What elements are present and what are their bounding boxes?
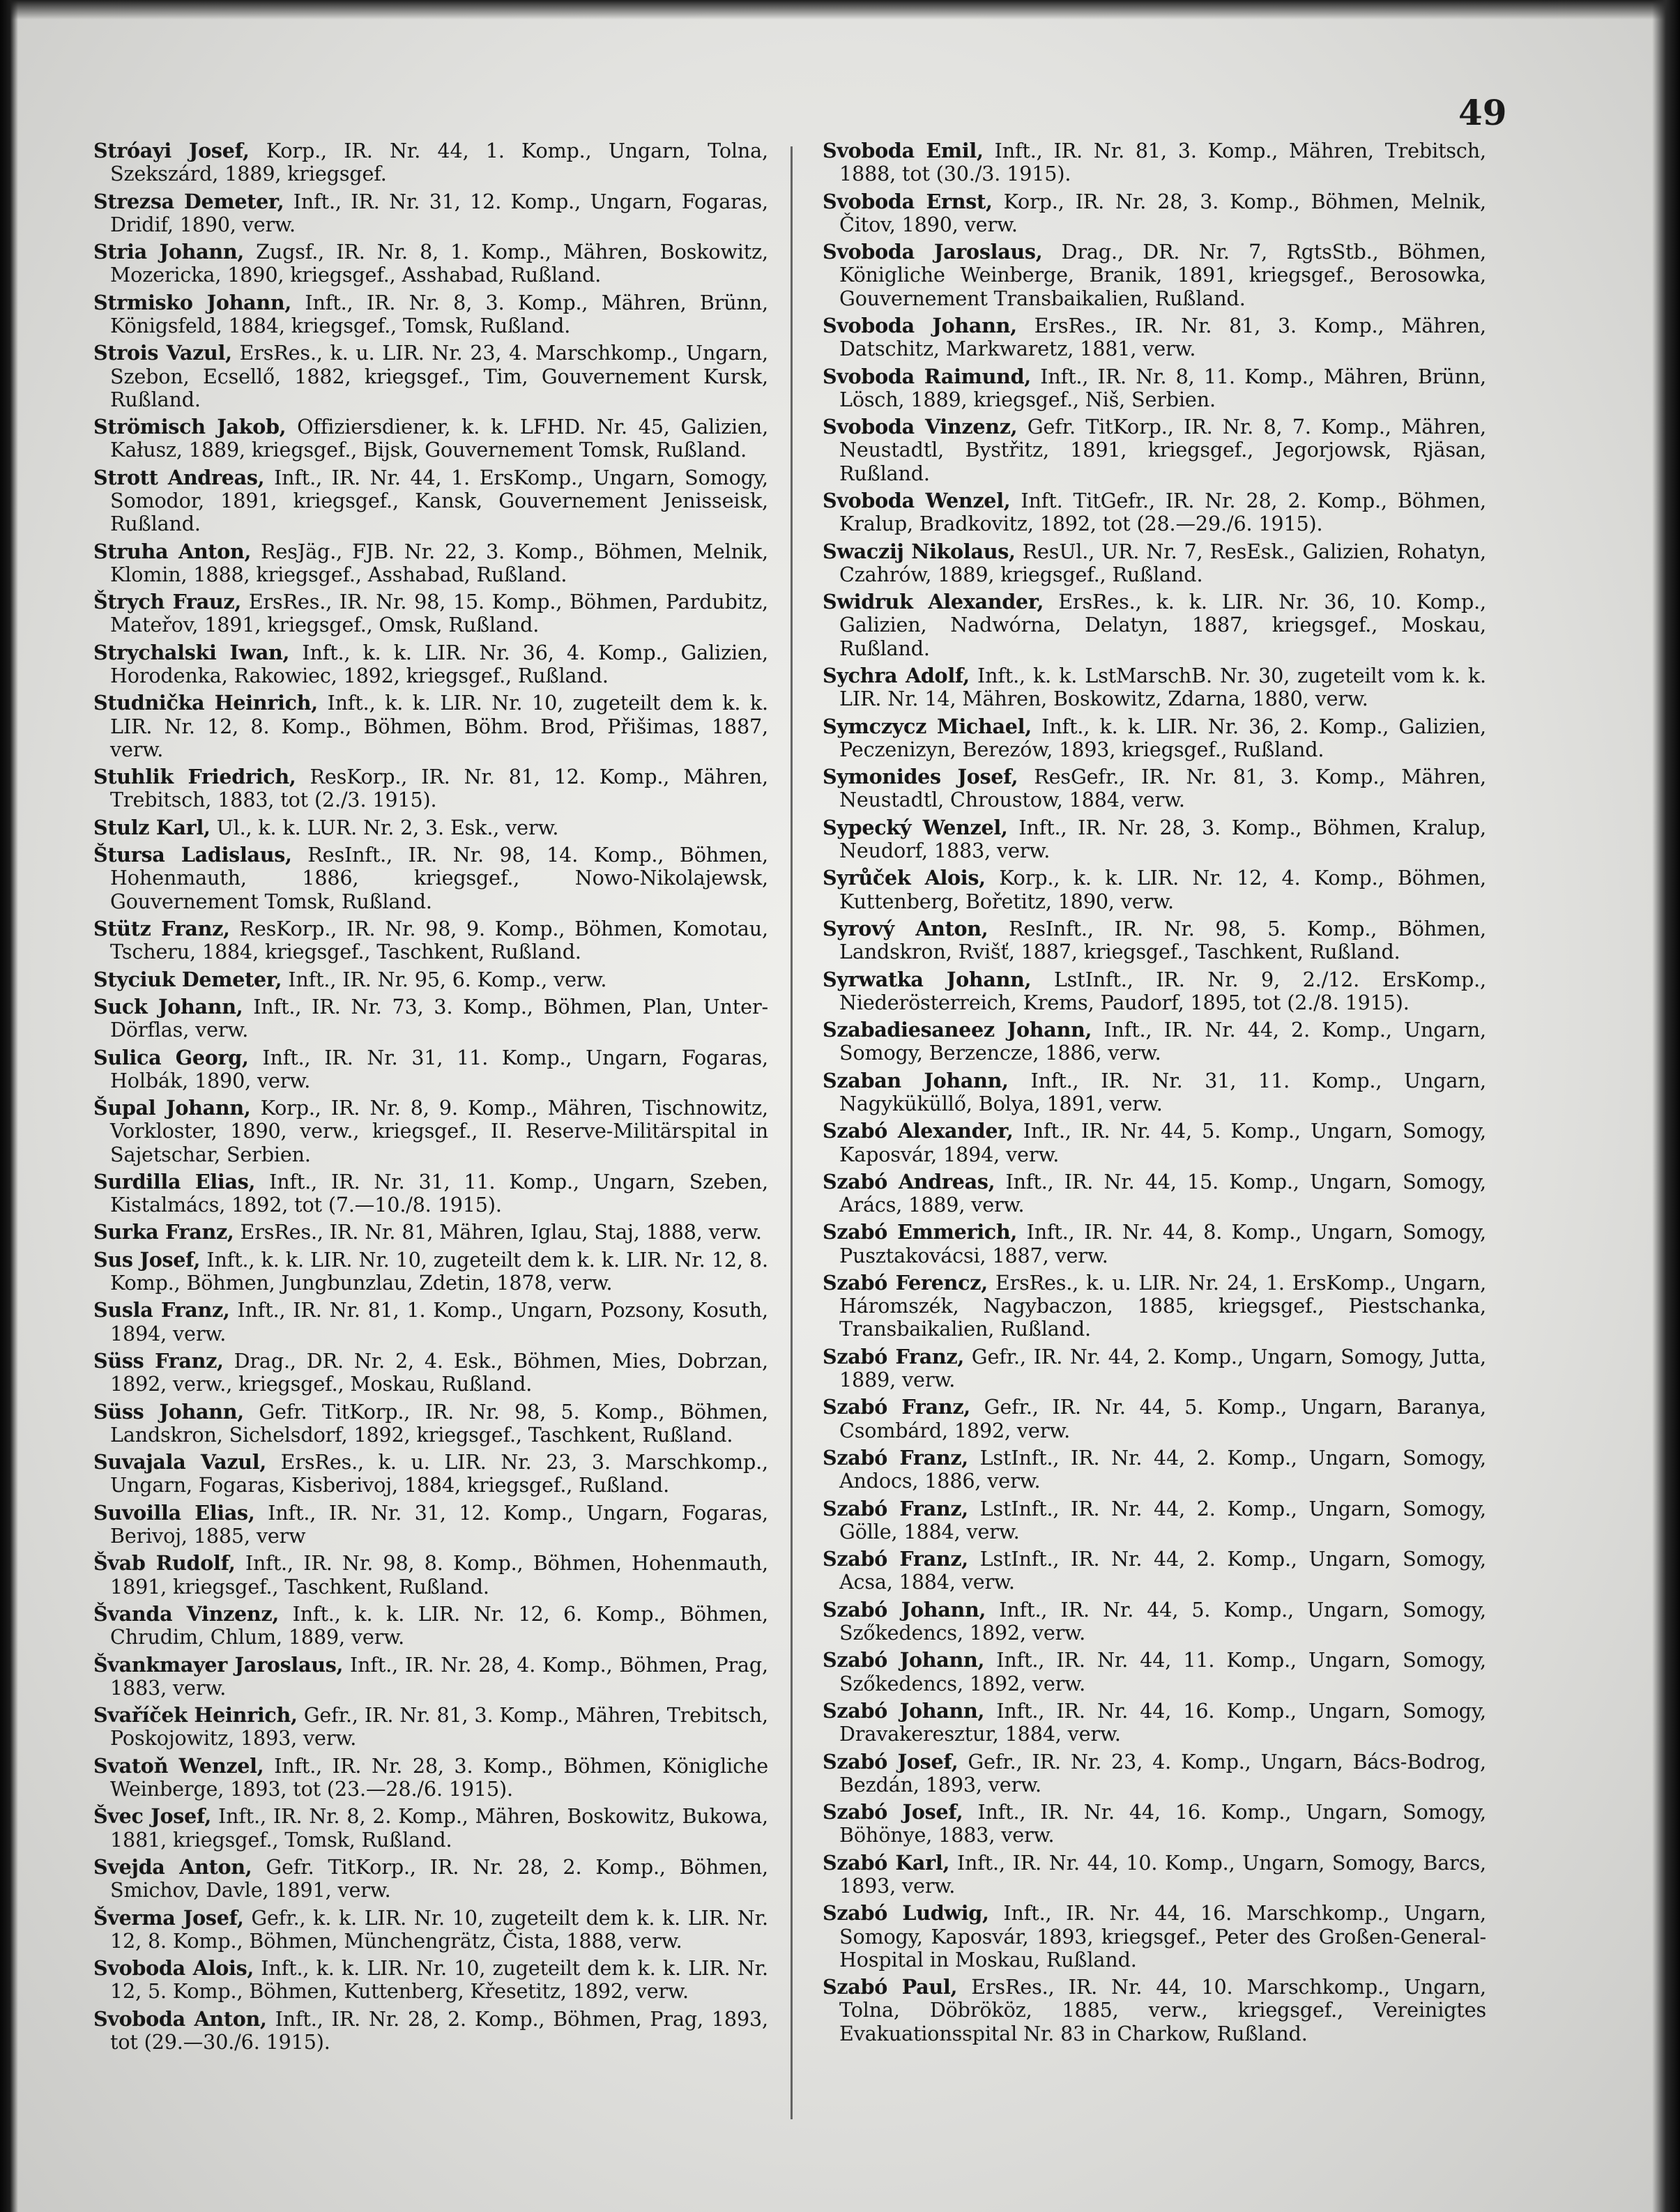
entry-name: Sulica Georg,: [93, 1045, 249, 1069]
entry-name: Styciuk Demeter,: [93, 967, 282, 991]
entry-details: ErsRes., IR. Nr. 81, 3. Komp., Mähren, Datschitz, Markwaretz, 1881, verw.: [839, 313, 1486, 361]
list-entry: [93, 1907, 768, 1953]
list-entry: [823, 1345, 1486, 1391]
entry-details: ResKorp., IR. Nr. 81, 12. Komp., Mähren, Trebitsch, 1883, tot (2./3. 1915).: [110, 765, 768, 812]
list-entry: [93, 641, 768, 687]
entry-details: ResInft., IR. Nr. 98, 14. Komp., Böhmen, Hohenmauth, 1886, kriegsgef., Nowo-Nikolajewsk, Gouvernement Tomsk, Rußland.: [110, 843, 768, 913]
entry-name: Šverma Josef,: [93, 1905, 244, 1930]
entry-name: Szabó Franz,: [823, 1395, 970, 1419]
entry-details: Gefr. TitKorp., IR. Nr. 98, 5. Komp., Böhmen, Landskron, Sichelsdorf, 1892, kriegsgef., Taschkent, Rußland.: [110, 1399, 768, 1447]
entry-name: Süss Johann,: [93, 1399, 244, 1424]
list-entry: [93, 765, 768, 811]
entry-name: Svaříček Heinrich,: [93, 1703, 298, 1727]
list-entry: [823, 1272, 1486, 1341]
entry-details: Gefr., IR. Nr. 44, 2. Komp., Ungarn, Somogy, Jutta, 1889, verw.: [839, 1344, 1486, 1392]
entry-name: Szabó Franz,: [823, 1446, 968, 1470]
entry-details: Inft., IR. Nr. 31, 12. Komp., Ungarn, Fogaras, Dridif, 1890, verw.: [110, 189, 768, 236]
list-entry: [823, 190, 1486, 236]
entry-name: Stütz Franz,: [93, 916, 230, 940]
entry-name: Štursa Ladislaus,: [93, 843, 292, 867]
entry-details: Inft., IR. Nr. 44, 10. Komp., Ungarn, Somogy, Barcs, 1893, verw.: [839, 1850, 1486, 1898]
list-entry: [93, 1805, 768, 1851]
list-entry: [93, 1350, 768, 1396]
entry-details: Inft., k. k. LstMarschB. Nr. 30, zugeteilt vom k. k. LIR. Nr. 14, Mähren, Boskowitz, Zdarna, 1880, verw.: [839, 663, 1486, 711]
list-entry: [93, 241, 768, 287]
entry-name: Surka Franz,: [93, 1220, 234, 1244]
entry-details: Inft., IR. Nr. 31, 12. Komp., Ungarn, Fogaras, Berivoj, 1885, verw: [110, 1500, 768, 1548]
list-entry: [93, 1046, 768, 1092]
list-entry: [823, 139, 1486, 185]
list-entry: [823, 1700, 1486, 1746]
list-entry: [823, 540, 1486, 586]
list-entry: [823, 968, 1486, 1014]
entry-name: Szabó Karl,: [823, 1850, 950, 1875]
entry-details: Gefr. TitKorp., IR. Nr. 28, 2. Komp., Böhmen, Smichov, Davle, 1891, verw.: [110, 1855, 768, 1902]
entry-details: Inft., IR. Nr. 44, 5. Komp., Ungarn, Somogy, Szőkedencs, 1892, verw.: [839, 1597, 1486, 1645]
list-entry: [93, 917, 768, 963]
entry-name: Stulz Karl,: [93, 815, 211, 839]
entry-name: Struha Anton,: [93, 539, 252, 563]
entry-name: Sypecký Wenzel,: [823, 815, 1008, 839]
entry-details: ResInft., IR. Nr. 98, 5. Komp., Böhmen, Landskron, Rvišť, 1887, kriegsgef., Taschkent, Rußland.: [839, 916, 1486, 964]
entry-name: Surdilla Elias,: [93, 1169, 256, 1193]
entry-name: Švankmayer Jaroslaus,: [93, 1652, 344, 1677]
entry-details: Inft., k. k. LIR. Nr. 10, zugeteilt dem k. k. LIR. Nr. 12, 8. Komp., Böhmen, Jungbunzlau, Zdetin, 1878, verw.: [110, 1247, 768, 1295]
list-entry: [823, 1069, 1486, 1115]
list-entry: [93, 1221, 768, 1244]
entry-name: Svoboda Vinzenz,: [823, 415, 1018, 439]
entry-details: ErsRes., k. k. LIR. Nr. 36, 10. Komp., Galizien, Nadwórna, Delatyn, 1887, kriegsgef., Moskau, Rußland.: [839, 590, 1486, 660]
entry-details: Inft., IR. Nr. 44, 16. Marschkomp., Ungarn, Somogy, Kaposvár, 1893, kriegsgef., Peter des Großen-General-Hospital in Moskau, Rußland.: [839, 1901, 1486, 1971]
entry-name: Stria Johann,: [93, 240, 244, 264]
entry-name: Švanda Vinzenz,: [93, 1602, 279, 1626]
entry-details: LstInft., IR. Nr. 44, 2. Komp., Ungarn, Somogy, Gölle, 1884, verw.: [839, 1496, 1486, 1543]
entry-name: Syrový Anton,: [823, 916, 988, 940]
list-entry: [93, 1299, 768, 1345]
entry-details: ErsRes., k. u. LIR. Nr. 24, 1. ErsKomp., Ungarn, Háromszék, Nagybaczon, 1885, kriegsgef., Piestschanka, Transbaikalien, Rußland.: [839, 1271, 1486, 1341]
entry-name: Syrůček Alois,: [823, 866, 986, 890]
entry-details: Inft., IR. Nr. 44, 16. Komp., Ungarn, Somogy, Böhönye, 1883, verw.: [839, 1800, 1486, 1847]
entry-details: Inft., IR. Nr. 31, 11. Komp., Ungarn, Nagyküküllő, Bolya, 1891, verw.: [839, 1068, 1486, 1115]
entry-name: Szabó Franz,: [823, 1344, 965, 1368]
list-entry: [823, 365, 1486, 411]
entry-details: Drag., DR. Nr. 7, RgtsStb., Böhmen, Königliche Weinberge, Branik, 1891, kriegsgef., Berosowka, Gouvernement Transbaikalien, Rußland.: [839, 240, 1486, 310]
entry-details: Inft., k. k. LIR. Nr. 10, zugeteilt dem k. k. LIR. Nr. 12, 5. Komp., Böhmen, Kuttenberg, Křesetitz, 1892, verw.: [110, 1956, 768, 2004]
list-entry: [823, 1120, 1486, 1166]
entry-name: Strois Vazul,: [93, 341, 232, 365]
entry-details: Inft., IR. Nr. 28, 3. Komp., Böhmen, Kralup, Neudorf, 1883, verw.: [839, 815, 1486, 862]
list-entry: [93, 1704, 768, 1750]
entry-details: Inft., k. k. LIR. Nr. 36, 2. Komp., Galizien, Peczenizyn, Berezów, 1893, kriegsgef., Rußland.: [839, 714, 1486, 761]
entry-name: Szabó Alexander,: [823, 1119, 1014, 1143]
list-entry: [823, 1599, 1486, 1645]
entry-name: Szabó Johann,: [823, 1648, 985, 1672]
entry-details: Korp., IR. Nr. 44, 1. Komp., Ungarn, Tolna, Szekszárd, 1889, kriegsgef.: [110, 139, 768, 186]
list-entry: [823, 1447, 1486, 1493]
entry-details: ErsRes., k. u. LIR. Nr. 23, 3. Marschkomp., Ungarn, Fogaras, Kisberivoj, 1884, kriegsgef., Rußland.: [110, 1450, 768, 1497]
entry-name: Szabó Josef,: [823, 1749, 959, 1774]
list-entry: [823, 867, 1486, 913]
entry-details: Inft., k. k. LIR. Nr. 10, zugeteilt dem k. k. LIR. Nr. 12, 8. Komp., Böhmen, Böhm. Brod, Přišimas, 1887, verw.: [110, 691, 768, 761]
list-entry: [823, 1548, 1486, 1594]
entry-details: Inft., IR. Nr. 44, 2. Komp., Ungarn, Somogy, Berzencze, 1886, verw.: [839, 1018, 1486, 1065]
scan-edge-left: [0, 0, 18, 2212]
entry-details: Inft., IR. Nr. 28, 3. Komp., Böhmen, Königliche Weinberge, 1893, tot (23.—28./6. 1915).: [110, 1753, 768, 1801]
list-entry: [93, 1097, 768, 1166]
entry-name: Symczycz Michael,: [823, 714, 1032, 738]
entry-name: Štrych Frauz,: [93, 590, 242, 614]
entry-name: Swidruk Alexander,: [823, 590, 1044, 614]
entry-name: Szabó Paul,: [823, 1975, 958, 1999]
entry-details: Ul., k. k. LUR. Nr. 2, 3. Esk., verw.: [216, 815, 559, 839]
entry-details: Inft., IR. Nr. 44, 1. ErsKomp., Ungarn, Somogy, Somodor, 1891, kriegsgef., Kansk, Gouvernement Jenisseisk, Rußland.: [110, 465, 768, 536]
entry-details: Inft., IR. Nr. 44, 5. Komp., Ungarn, Somogy, Kaposvár, 1894, verw.: [839, 1119, 1486, 1166]
list-entry: [93, 1552, 768, 1598]
entry-details: ResUl., UR. Nr. 7, ResEsk., Galizien, Rohatyn, Czahrów, 1889, kriegsgef., Rußland.: [839, 539, 1486, 586]
entry-name: Suck Johann,: [93, 994, 243, 1019]
list-entry: [823, 415, 1486, 485]
list-entry: [93, 1451, 768, 1497]
list-entry: [823, 1221, 1486, 1267]
list-entry: [93, 1170, 768, 1216]
entry-name: Sus Josef,: [93, 1247, 201, 1272]
entry-details: Zugsf., IR. Nr. 8, 1. Komp., Mähren, Boskowitz, Mozericka, 1890, kriegsgef., Asshabad, Rußland.: [110, 240, 768, 287]
entry-details: Gefr. TitKorp., IR. Nr. 8, 7. Komp., Mähren, Neustadtl, Bystřitz, 1891, kriegsgef., Jegorjowsk, Rjäsan, Rußland.: [839, 415, 1486, 485]
list-entry: [823, 241, 1486, 310]
entry-name: Svoboda Emil,: [823, 139, 984, 162]
entry-details: Inft., IR. Nr. 8, 3. Komp., Mähren, Brünn, Königsfeld, 1884, kriegsgef., Tomsk, Rußland.: [110, 290, 768, 337]
entry-name: Svoboda Johann,: [823, 313, 1017, 337]
list-entry: [93, 1249, 768, 1295]
entry-name: Strmisko Johann,: [93, 290, 292, 314]
entry-details: ErsRes., k. u. LIR. Nr. 23, 4. Marschkomp., Ungarn, Szebon, Ecsellő, 1882, kriegsgef., Tim, Gouvernement Kursk, Rußland.: [110, 341, 768, 411]
entry-name: Sychra Adolf,: [823, 663, 970, 687]
entry-name: Svoboda Jaroslaus,: [823, 240, 1043, 264]
entry-name: Svoboda Ernst,: [823, 189, 993, 213]
entry-name: Suvoilla Elias,: [93, 1500, 255, 1525]
list-entry: [823, 1976, 1486, 2045]
entry-name: Stuhlik Friedrich,: [93, 765, 296, 789]
entry-details: Korp., IR. Nr. 8, 9. Komp., Mähren, Tischnowitz, Vorkloster, 1890, verw., kriegsgef., II. Reserve-Militärspital in Sajetschar, Serbien.: [110, 1096, 768, 1166]
scan-edge-right: [1652, 0, 1680, 2212]
entry-details: ErsRes., IR. Nr. 98, 15. Komp., Böhmen, Pardubitz, Mateřov, 1891, kriegsgef., Omsk, Rußland.: [110, 590, 768, 637]
entry-name: Szaban Johann,: [823, 1068, 1009, 1092]
list-entry: [823, 590, 1486, 660]
list-entry: [823, 1497, 1486, 1543]
list-entry: [93, 1502, 768, 1548]
entry-details: Inft., IR. Nr. 31, 11. Komp., Ungarn, Szeben, Kistalmács, 1892, tot (7.—10./8. 1915).: [110, 1169, 768, 1217]
list-entry: [93, 1856, 768, 1902]
entry-details: Inft., k. k. LIR. Nr. 12, 6. Komp., Böhmen, Chrudim, Chlum, 1889, verw.: [110, 1602, 768, 1649]
entry-name: Süss Franz,: [93, 1349, 224, 1373]
list-entry: [823, 1852, 1486, 1898]
list-entry: [93, 816, 768, 839]
entry-name: Susla Franz,: [93, 1298, 230, 1322]
list-entry: [93, 1755, 768, 1801]
list-entry: [93, 540, 768, 586]
list-entry: [93, 1401, 768, 1447]
list-entry: [93, 139, 768, 185]
entry-details: Inft., IR. Nr. 8, 11. Komp., Mähren, Brünn, Lösch, 1889, kriegsgef., Niš, Serbien.: [839, 364, 1486, 411]
entry-details: Inft., IR. Nr. 28, 2. Komp., Böhmen, Prag, 1893, tot (29.—30./6. 1915).: [110, 2006, 768, 2054]
list-entry: [823, 715, 1486, 761]
entry-name: Šupal Johann,: [93, 1096, 251, 1120]
entry-name: Švab Rudolf,: [93, 1551, 236, 1576]
right-column: [823, 139, 1486, 2140]
entry-name: Studnička Heinrich,: [93, 691, 318, 715]
list-entry: [93, 996, 768, 1042]
entry-details: Inft. TitGefr., IR. Nr. 28, 2. Komp., Böhmen, Kralup, Bradkovitz, 1892, tot (28.—29./6. 1915).: [839, 488, 1486, 536]
entry-name: Svoboda Wenzel,: [823, 488, 1011, 512]
entry-details: LstInft., IR. Nr. 9, 2./12. ErsKomp., Niederösterreich, Krems, Paudorf, 1895, tot (2./8. 1915).: [839, 967, 1486, 1014]
entry-name: Strezsa Demeter,: [93, 189, 284, 213]
entry-name: Szabó Andreas,: [823, 1169, 995, 1193]
entry-details: Inft., IR. Nr. 28, 4. Komp., Böhmen, Prag, 1883, verw.: [110, 1652, 768, 1700]
list-entry: [823, 314, 1486, 360]
page-number: 49: [1458, 92, 1507, 133]
entry-details: Inft., IR. Nr. 44, 16. Komp., Ungarn, Somogy, Dravakeresztur, 1884, verw.: [839, 1699, 1486, 1746]
list-entry: [823, 1801, 1486, 1847]
entry-details: Inft., IR. Nr. 81, 3. Komp., Mähren, Trebitsch, 1888, tot (30./3. 1915).: [839, 139, 1486, 186]
list-entry: [823, 489, 1486, 535]
entry-name: Svejda Anton,: [93, 1855, 252, 1879]
list-entry: [823, 917, 1486, 963]
left-column: [93, 139, 768, 2140]
entry-details: Korp., IR. Nr. 28, 3. Komp., Böhmen, Melnik, Čitov, 1890, verw.: [839, 189, 1486, 236]
entry-name: Svoboda Anton,: [93, 2006, 267, 2031]
entry-details: Gefr., IR. Nr. 23, 4. Komp., Ungarn, Bács-Bodrog, Bezdán, 1893, verw.: [839, 1749, 1486, 1797]
list-entry: [93, 2008, 768, 2054]
list-entry: [823, 765, 1486, 811]
entry-name: Svatoň Wenzel,: [93, 1753, 264, 1778]
entry-name: Szabó Ferencz,: [823, 1271, 988, 1295]
entry-details: ErsRes., IR. Nr. 44, 10. Marschkomp., Ungarn, Tolna, Döbrököz, 1885, verw., kriegsgef., Vereinigtes Evakuationsspital Nr. 83 in Charkow, Rußland.: [839, 1975, 1486, 2045]
list-entry: [823, 1750, 1486, 1797]
entry-name: Suvajala Vazul,: [93, 1450, 266, 1474]
list-entry: [823, 1396, 1486, 1442]
entry-name: Szabadiesaneez Johann,: [823, 1018, 1092, 1042]
entry-details: LstInft., IR. Nr. 44, 2. Komp., Ungarn, Somogy, Acsa, 1884, verw.: [839, 1547, 1486, 1594]
entry-name: Szabó Emmerich,: [823, 1220, 1018, 1244]
entry-name: Szabó Johann,: [823, 1597, 986, 1622]
entry-name: Svoboda Raimund,: [823, 364, 1031, 388]
list-entry: [93, 1957, 768, 2003]
entry-details: ResJäg., FJB. Nr. 22, 3. Komp., Böhmen, Melnik, Klomin, 1888, kriegsgef., Asshabad, Rußland.: [110, 539, 768, 586]
entry-name: Szabó Josef,: [823, 1800, 963, 1824]
entry-details: Inft., IR. Nr. 73, 3. Komp., Böhmen, Plan, Unter-Dörflas, verw.: [110, 994, 768, 1042]
entry-details: Inft., IR. Nr. 95, 6. Komp., verw.: [288, 967, 607, 991]
entry-name: Svoboda Alois,: [93, 1956, 254, 1981]
entry-details: ResKorp., IR. Nr. 98, 9. Komp., Böhmen, Komotau, Tscheru, 1884, kriegsgef., Taschkent, Rußland.: [110, 916, 768, 964]
list-entry: [823, 816, 1486, 862]
entry-name: Strott Andreas,: [93, 465, 265, 489]
entry-details: Inft., IR. Nr. 44, 8. Komp., Ungarn, Somogy, Pusztakovácsi, 1887, verw.: [839, 1220, 1486, 1267]
scan-edge-top: [0, 0, 1680, 20]
list-entry: [823, 1649, 1486, 1695]
entry-name: Szabó Franz,: [823, 1547, 968, 1571]
entry-details: Inft., IR. Nr. 44, 11. Komp., Ungarn, Somogy, Szőkedencs, 1892, verw.: [839, 1648, 1486, 1695]
entry-name: Stróayi Josef,: [93, 139, 250, 162]
entry-details: Inft., IR. Nr. 98, 8. Komp., Böhmen, Hohenmauth, 1891, kriegsgef., Taschkent, Rußland.: [110, 1551, 768, 1599]
entry-details: Drag., DR. Nr. 2, 4. Esk., Böhmen, Mies, Dobrzan, 1892, verw., kriegsgef., Moskau, Rußland.: [110, 1349, 768, 1396]
column-divider: [791, 146, 793, 2119]
list-entry: [93, 1603, 768, 1649]
entry-name: Swaczij Nikolaus,: [823, 539, 1016, 563]
entry-details: Inft., IR. Nr. 81, 1. Komp., Ungarn, Pozsony, Kosuth, 1894, verw.: [110, 1298, 768, 1345]
entry-name: Symonides Josef,: [823, 765, 1018, 789]
entry-name: Szabó Ludwig,: [823, 1901, 989, 1925]
entry-name: Szabó Johann,: [823, 1699, 985, 1723]
list-entry: [93, 342, 768, 411]
entry-name: Švec Josef,: [93, 1804, 212, 1829]
list-entry: [93, 692, 768, 761]
entry-details: Inft., IR. Nr. 44, 15. Komp., Ungarn, Somogy, Arács, 1889, verw.: [839, 1169, 1486, 1217]
list-entry: [823, 1019, 1486, 1065]
entry-name: Strömisch Jakob,: [93, 415, 287, 439]
list-entry: [823, 1170, 1486, 1216]
list-entry: [93, 291, 768, 337]
list-entry: [93, 590, 768, 636]
entry-details: ErsRes., IR. Nr. 81, Mähren, Iglau, Staj, 1888, verw.: [240, 1220, 762, 1244]
list-entry: [823, 1902, 1486, 1971]
entry-details: Inft., k. k. LIR. Nr. 36, 4. Komp., Galizien, Horodenka, Rakowiec, 1892, kriegsgef., Rußland.: [110, 640, 768, 687]
entry-details: Inft., IR. Nr. 8, 2. Komp., Mähren, Boskowitz, Bukowa, 1881, kriegsgef., Tomsk, Rußland.: [110, 1804, 768, 1852]
entry-details: Gefr., k. k. LIR. Nr. 10, zugeteilt dem k. k. LIR. Nr. 12, 8. Komp., Böhmen, Münchengrätz, Čista, 1888, verw.: [110, 1905, 768, 1953]
list-entry: [93, 844, 768, 913]
entry-details: LstInft., IR. Nr. 44, 2. Komp., Ungarn, Somogy, Andocs, 1886, verw.: [839, 1446, 1486, 1493]
entry-details: Offiziersdiener, k. k. LFHD. Nr. 45, Galizien, Kałusz, 1889, kriegsgef., Bijsk, Gouvernement Tomsk, Rußland.: [110, 415, 768, 462]
entry-details: Inft., IR. Nr. 31, 11. Komp., Ungarn, Fogaras, Holbák, 1890, verw.: [110, 1045, 768, 1092]
list-entry: [93, 1654, 768, 1700]
list-entry: [93, 415, 768, 462]
entry-details: Gefr., IR. Nr. 81, 3. Komp., Mähren, Trebitsch, Poskojowitz, 1893, verw.: [110, 1703, 768, 1750]
entry-details: Korp., k. k. LIR. Nr. 12, 4. Komp., Böhmen, Kuttenberg, Bořetitz, 1890, verw.: [839, 866, 1486, 913]
entry-name: Szabó Franz,: [823, 1496, 968, 1520]
entry-details: Gefr., IR. Nr. 44, 5. Komp., Ungarn, Baranya, Csombárd, 1892, verw.: [839, 1395, 1486, 1442]
list-entry: [823, 664, 1486, 710]
list-entry: [93, 190, 768, 236]
entry-name: Strychalski Iwan,: [93, 640, 290, 664]
list-entry: [93, 466, 768, 536]
list-entry: [93, 968, 768, 991]
entry-details: ResGefr., IR. Nr. 81, 3. Komp., Mähren, Neustadtl, Chroustow, 1884, verw.: [839, 765, 1486, 812]
entry-name: Syrwatka Johann,: [823, 967, 1032, 991]
